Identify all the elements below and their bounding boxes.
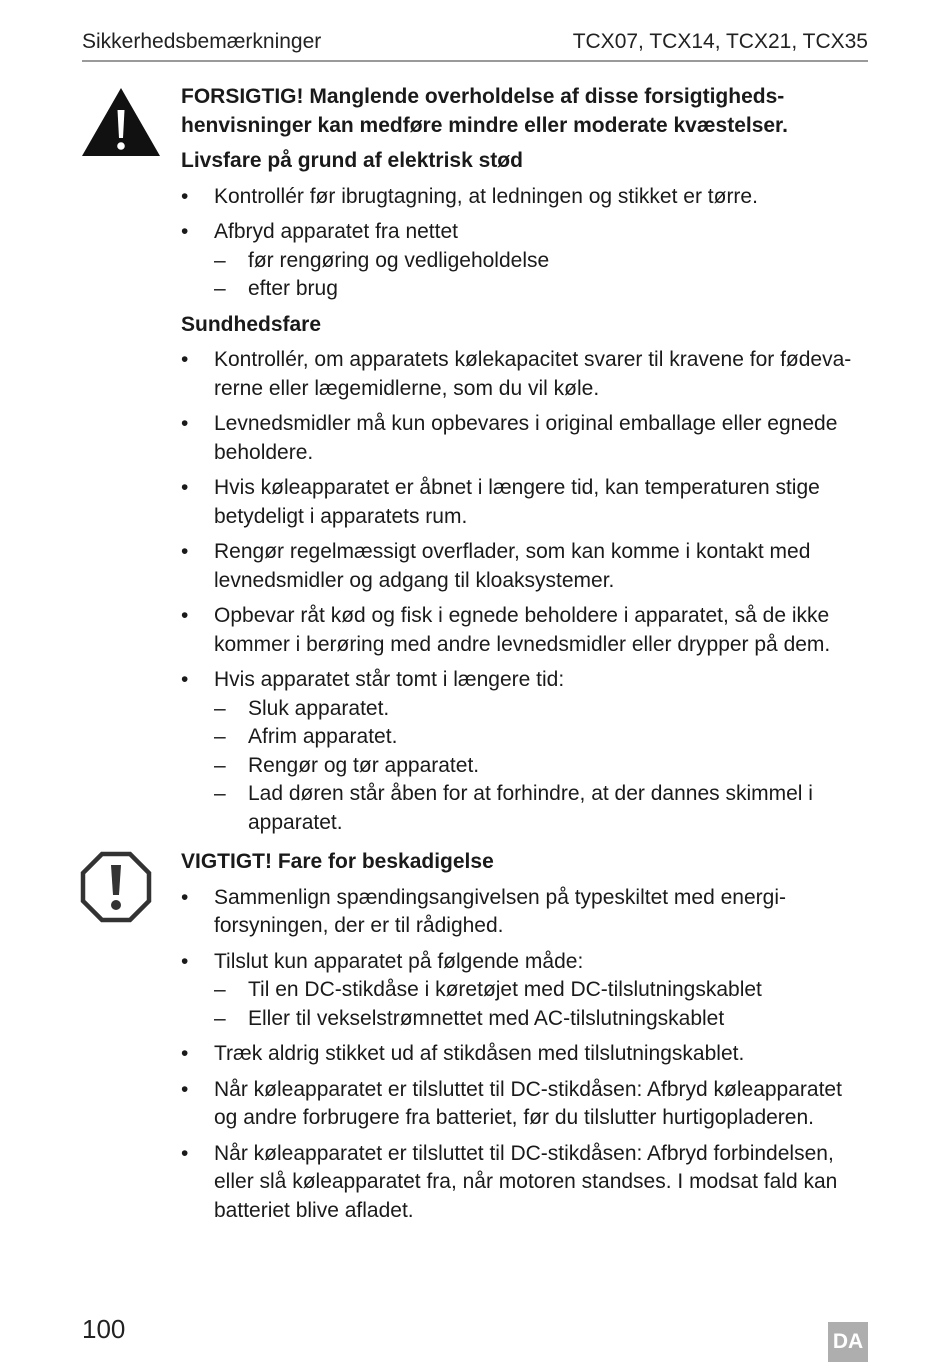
list-item: • Træk aldrig stikket ud af stikdåsen med tilslutningskablet. xyxy=(181,1040,871,1069)
page-number: 100 xyxy=(82,1314,126,1344)
damage-hazard-list xyxy=(181,884,871,1226)
section-heading-health-hazard: Sundhedsfare xyxy=(181,312,322,336)
list-item: • Hvis apparatet står tomt i længere tid: – Sluk apparatet. – Afrim apparatet. – Rengør og tør apparatet. – Lad døren står åben for at forhindre, at der dannes skimmel i apparatet. xyxy=(181,666,871,837)
sub-list-item: – før rengøring og vedligeholdelse xyxy=(214,247,871,276)
language-badge: DA xyxy=(828,1322,868,1362)
list-item: • Afbryd apparatet fra nettet – før rengøring og vedligeholdelse – efter brug xyxy=(181,218,871,304)
warning-triangle-icon xyxy=(80,86,162,158)
sub-list xyxy=(214,247,871,304)
list-item: • Levnedsmidler må kun opbevares i original emballage eller egnede beholdere. xyxy=(181,410,871,467)
header-section-title: Sikkerhedsbemærkninger xyxy=(82,30,322,53)
list-item: • Sammenlign spændingsangivelsen på typeskiltet med energi- forsyningen, der er til rådighed. xyxy=(181,884,871,941)
exclamation-octagon-icon xyxy=(80,851,152,923)
list-item: • Når køleapparatet er tilsluttet til DC-stikdåsen: Afbryd køleapparatet og andre forbrugere fra batteriet, før du tilslutter hurtigopladeren. xyxy=(181,1076,871,1133)
sub-list-item: – Lad døren står åben for at forhindre, at der dannes skimmel i apparatet. xyxy=(214,780,871,837)
sub-list-item: – Sluk apparatet. xyxy=(214,695,871,724)
caution-title: FORSIGTIG! Manglende overholdelse af disse forsigtigheds- henvisninger kan medføre mindre eller moderate kvæstelser. xyxy=(181,85,788,137)
page-header xyxy=(82,30,868,62)
list-item: • Rengør regelmæssigt overflader, som kan komme i kontakt med levnedsmidler og adgang til kloaksystemer. xyxy=(181,538,871,595)
list-item: • Kontrollér før ibrugtagning, at ledningen og stikket er tørre. xyxy=(181,183,871,212)
electric-shock-list xyxy=(181,183,871,304)
sub-list-item: – Afrim apparatet. xyxy=(214,723,871,752)
sub-list-item: – Rengør og tør apparatet. xyxy=(214,752,871,781)
sub-list-item: – Til en DC-stikdåse i køretøjet med DC-tilslutningskablet xyxy=(214,976,871,1005)
important-title: VIGTIGT! Fare for beskadigelse xyxy=(181,850,494,873)
list-item: • Opbevar råt kød og fisk i egnede beholdere i apparatet, så de ikke kommer i berøring med andre levnedsmidler eller drypper på dem. xyxy=(181,602,871,659)
header-model-list: TCX07, TCX14, TCX21, TCX35 xyxy=(572,30,868,53)
list-item: • Tilslut kun apparatet på følgende måde: – Til en DC-stikdåse i køretøjet med DC-tilslutningskablet – Eller til vekselstrømnettet med AC-tilslutningskablet xyxy=(181,948,871,1034)
health-hazard-list xyxy=(181,346,871,837)
sub-list-item: – Eller til vekselstrømnettet med AC-tilslutningskablet xyxy=(214,1005,871,1034)
list-item: • Kontrollér, om apparatets kølekapacitet svarer til kravene for fødeva- rerne eller lægemidlerne, som du vil køle. xyxy=(181,346,871,403)
caution-block xyxy=(181,83,871,844)
sub-list-item: – efter brug xyxy=(214,275,871,304)
sub-list xyxy=(214,695,871,838)
section-heading-electric-shock: Livsfare på grund af elektrisk stød xyxy=(181,149,523,172)
list-item: • Når køleapparatet er tilsluttet til DC-stikdåsen: Afbryd forbindelsen, eller slå køleapparatet fra, når motoren standses. I modsat fald kan batteriet blive afladet. xyxy=(181,1140,871,1226)
sub-list xyxy=(214,976,871,1033)
important-block xyxy=(181,848,871,1232)
list-item: • Hvis køleapparatet er åbnet i længere tid, kan temperaturen stige betydeligt i apparatets rum. xyxy=(181,474,871,531)
